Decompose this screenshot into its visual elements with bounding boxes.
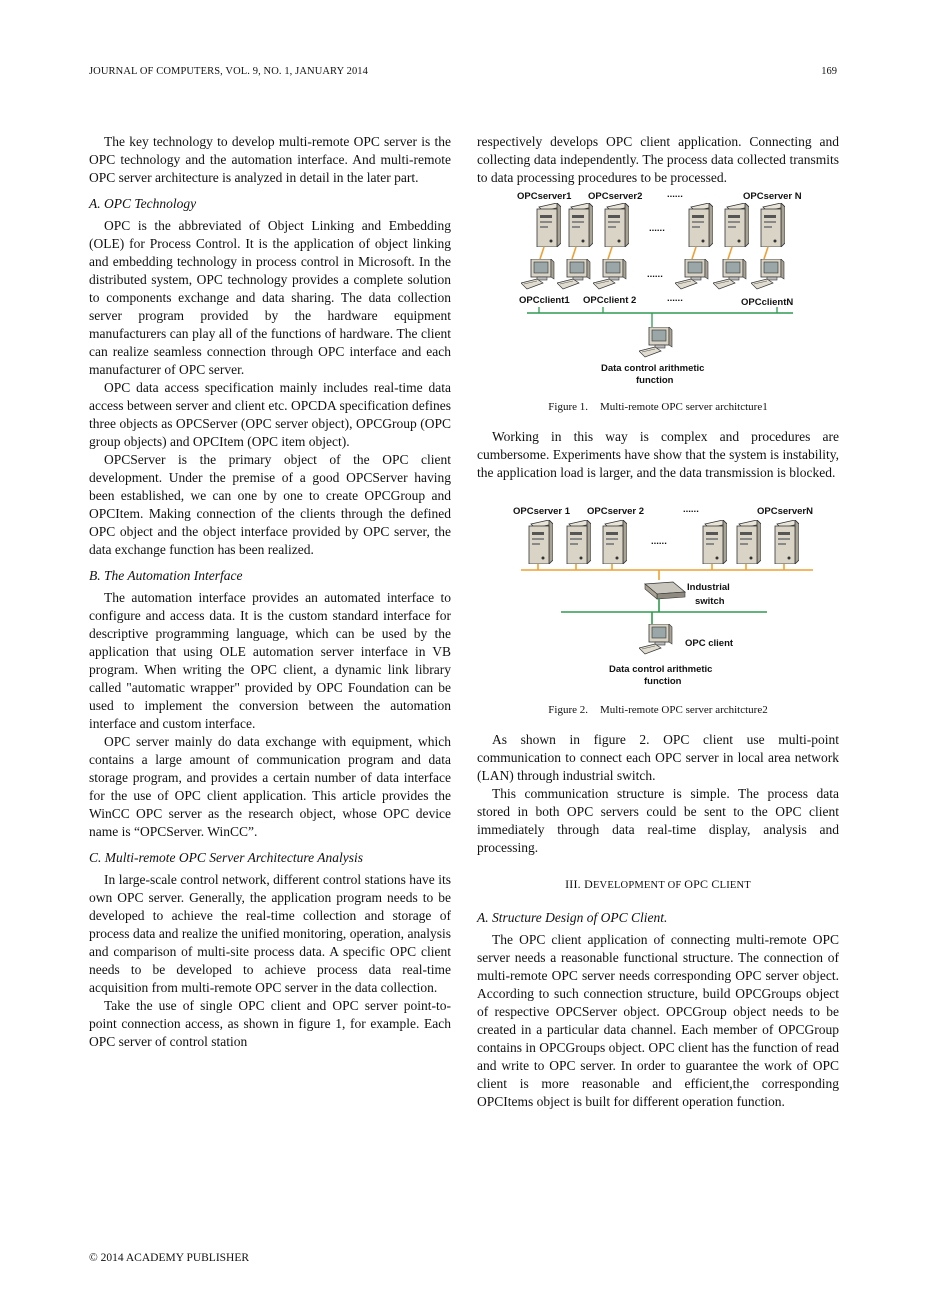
- section-c-paragraph-2: Take the use of single OPC client and OPC server point-to-point connection access, as shown in figure 1, for example. Each OPC server of control station: [89, 998, 451, 1049]
- fig2-label-client: OPC client: [685, 638, 734, 649]
- industrial-switch-icon: [645, 582, 685, 599]
- server-icon: [569, 203, 593, 247]
- fig1-dots-clients: ......: [647, 269, 663, 280]
- right-column: [477, 133, 839, 1111]
- page-footer: © 2014 ACADEMY PUBLISHER: [89, 1252, 250, 1264]
- client-pc-icon: [751, 259, 784, 289]
- figure-2-diagram: [477, 504, 839, 694]
- paragraph-after-figure-2-a: As shown in figure 2. OPC client use multi-point communication to connect each OPC server in local area network (LAN) through industrial switch.: [477, 732, 839, 783]
- section-b-heading: B. The Automation Interface: [89, 568, 243, 583]
- paragraph-after-figure-2-b: This communication structure is simple. The process data stored in both OPC servers could be sent to the OPC client immediately through data real-time display, analysis and processing.: [477, 786, 839, 855]
- fig1-label-client2: OPCclient 2: [583, 295, 637, 306]
- server-icon: [725, 203, 749, 247]
- section-b-paragraph-2: OPC server mainly do data exchange with equipment, which contains a large amount of communication program and data storage program, and provides a certain number of data interface for the use of OPC client application. This article provides the WinCC OPC server as the research object, whose OPC device name is “OPCServer. WinCC”.: [89, 734, 451, 839]
- figure-1-caption-text: Multi-remote OPC server architcture1: [600, 401, 768, 413]
- server-icon: [689, 203, 713, 247]
- fig1-label-server2: OPCserver2: [588, 191, 643, 202]
- section-3a-paragraph: The OPC client application of connecting multi-remote OPC server needs a reasonable functional structure. The connection of multi-remote OPC server needs corresponding OPC server object. According to such connection structure, build OPCGroups object of respective OPCServer object. OPCGroup object needs to be created in a particular data channel. Each member of OPCGroup contains in OPCGroups object. OPC client has the function of read and write to OPC server. In order to guarantee the work of OPC client is more reasonable and efficient,the corresponding OPCItems object is built for different operation function.: [477, 932, 839, 1109]
- section-a-paragraph-3: OPCServer is the primary object of the OPC client development. Under the premise of a good OPCServer having been established, we can one by one to create OPCGroup and OPCItem. Making connection of the clients through the defined OPC object and the object interface provided by OPC server, the data exchange function has been realized.: [89, 452, 451, 557]
- figure-2-caption: [477, 701, 839, 719]
- fig1-label-dc-line1: Data control arithmetic: [601, 363, 705, 374]
- server-icon: [737, 520, 761, 564]
- figure-1: [477, 187, 839, 416]
- page-header: [89, 66, 837, 82]
- section-c-heading: C. Multi-remote OPC Server Architecture Analysis: [89, 850, 363, 865]
- journal-title: JOURNAL OF COMPUTERS, VOL. 9, NO. 1, JANUARY 2014: [89, 66, 368, 77]
- client-pc-icon: [521, 259, 554, 289]
- section-3a-heading: A. Structure Design of OPC Client.: [477, 910, 668, 925]
- section-c-paragraph-1: In large-scale control network, different control stations have its own OPC server. Generally, the application program needs to be developed to achieve the real-time collection and storage of process data and realize the unified monitoring, operation, analysis and comparison of multi-site process data. A specific OPC client needs to be developed to achieve process data real-time acquisition from multi-remote OPC server in the data collection.: [89, 872, 451, 995]
- section-3-heading-part: EVELOPMENT OF: [592, 880, 685, 891]
- server-icon: [761, 203, 785, 247]
- fig1-label-server1: OPCserver1: [517, 191, 572, 202]
- fig1-label-dots-top: ......: [667, 189, 683, 200]
- client-pc-icon: [675, 259, 708, 289]
- fig1-label-client1: OPCclient1: [519, 295, 570, 306]
- client-pc-icon: [593, 259, 626, 289]
- fig1-label-dc-line2: function: [636, 375, 674, 386]
- figure-2-caption-text: Multi-remote OPC server architcture2: [600, 704, 768, 716]
- figure-2: [477, 504, 839, 719]
- section-b-paragraph-1: The automation interface provides an automated interface to configure and access data. It is the custom standard interface for descriptive programming language, which can be used by the application that using OLE automation server interface in VB program. When writing the OPC client, a dynamic link library called "automatic wrapper" provided by OPC Foundation can be used to implement the conversion between the automation interface and custom interface.: [89, 590, 451, 731]
- fig2-label-server1: OPCserver 1: [513, 506, 571, 517]
- section-3-heading-part: III. D: [565, 877, 593, 891]
- intro-paragraph: The key technology to develop multi-remote OPC server is the OPC technology and the automation interface. And multi-remote OPC server architecture is analyzed in detail in the later part.: [89, 134, 451, 185]
- fig1-label-serverN: OPCserver N: [743, 191, 802, 202]
- fig2-dots-servers: ......: [651, 536, 667, 547]
- section-3-heading-part: LIENT: [719, 880, 751, 891]
- fig2-label-switch-line1: Industrial: [687, 582, 730, 593]
- fig2-label-dc-line2: function: [644, 676, 682, 687]
- fig1-dots-bus: ......: [667, 293, 683, 304]
- server-icon: [529, 520, 553, 564]
- figure-1-diagram: [477, 187, 839, 391]
- left-column: [89, 133, 451, 1051]
- paragraph-after-figure-1: Working in this way is complex and procedures are cumbersome. Experiments have show that the system is instability, the application load is larger, and the data transmission is blocked.: [477, 429, 839, 480]
- page-number: 169: [821, 66, 837, 77]
- fig2-label-server2: OPCserver 2: [587, 506, 645, 517]
- fig2-label-serverN: OPCserverN: [757, 506, 813, 517]
- server-icon: [537, 203, 561, 247]
- fig1-label-clientN: OPCclientN: [741, 297, 794, 308]
- client-pc-icon: [713, 259, 746, 289]
- fig2-label-dc-line1: Data control arithmetic: [609, 664, 713, 675]
- section-3-heading-part: OPC C: [684, 877, 720, 891]
- section-a-heading: A. OPC Technology: [89, 196, 197, 211]
- opc-client-pc-icon: [639, 624, 672, 654]
- server-icon: [775, 520, 799, 564]
- server-icon: [605, 203, 629, 247]
- section-a-paragraph-2: OPC data access specification mainly includes real-time data access between server and client etc. OPCDA specification defines three objects as OPCServer (OPC server object), OPCGroup (OPC group objects) and OPCItem (OPC item object).: [89, 380, 451, 449]
- figure-2-caption-number: Figure 2.: [548, 704, 589, 716]
- fig2-label-dots-top: ......: [683, 504, 699, 515]
- continuation-paragraph: respectively develops OPC client application. Connecting and collecting data independently. The process data collected transmits to data processing procedures to be processed.: [477, 134, 839, 185]
- server-icon: [703, 520, 727, 564]
- figure-1-caption: [477, 398, 839, 416]
- client-pc-icon: [557, 259, 590, 289]
- fig2-label-switch-line2: switch: [695, 596, 725, 607]
- server-icon: [603, 520, 627, 564]
- figure-1-caption-number: Figure 1.: [548, 401, 589, 413]
- section-3-heading: [477, 875, 839, 895]
- server-icon: [567, 520, 591, 564]
- fig1-dots-servers: ......: [649, 223, 665, 234]
- data-control-pc-icon: [639, 327, 672, 357]
- section-a-paragraph-1: OPC is the abbreviated of Object Linking and Embedding (OLE) for Process Control. It is the application of object linking and embedding technology in process control in Microsoft. In the distributed system, OPC technology provides a complete solution to components exchange and data sharing. The data collection server program provided by the hardware equipment manufacturers can play all of the functions of hardware. The client can realize seamless connection through OPC interface and each manufacturer of OPC server.: [89, 218, 451, 377]
